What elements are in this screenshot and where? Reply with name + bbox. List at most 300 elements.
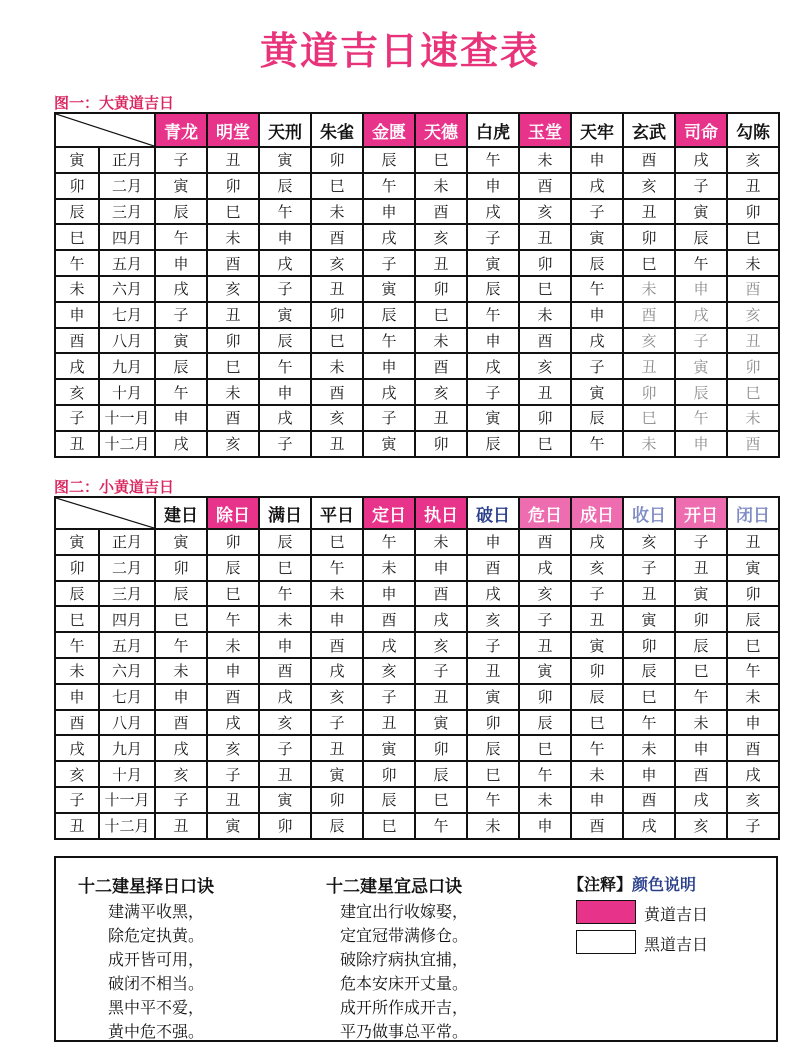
table-cell: 巳 (675, 658, 727, 684)
table-cell: 子 (259, 735, 311, 761)
mnemonic-line: 破除疗病执宜捕， (340, 950, 469, 969)
table-cell: 戌 (207, 710, 259, 736)
table-cell: 酉 (259, 658, 311, 684)
legend-swatch-lucky (576, 900, 636, 924)
table-cell: 子 (363, 405, 415, 431)
table-cell: 丑 (155, 813, 207, 839)
table-cell: 酉 (623, 787, 675, 813)
fig1-table (54, 112, 780, 458)
table-cell: 未 (519, 147, 571, 173)
table-cell: 申 (675, 431, 727, 457)
table-cell: 辰 (675, 224, 727, 250)
table-cell: 酉 (623, 147, 675, 173)
table-cell: 未 (311, 581, 363, 607)
table-cell: 子 (623, 555, 675, 581)
table-cell: 戌 (571, 173, 623, 199)
row-branch: 寅 (55, 147, 99, 173)
table-row (55, 632, 779, 658)
table-cell: 午 (571, 431, 623, 457)
table-cell: 辰 (259, 173, 311, 199)
mnemonic-line: 建宜出行收嫁娶， (340, 902, 469, 921)
table-cell: 子 (155, 787, 207, 813)
table-cell: 子 (675, 173, 727, 199)
table-cell: 丑 (415, 405, 467, 431)
row-month: 正月 (99, 147, 155, 173)
table-cell: 卯 (415, 431, 467, 457)
row-branch: 辰 (55, 199, 99, 225)
table-cell: 卯 (415, 276, 467, 302)
legend-swatch-unlucky (576, 930, 636, 954)
table-cell: 辰 (467, 735, 519, 761)
table-cell: 未 (623, 735, 675, 761)
table-cell: 丑 (727, 328, 779, 354)
fig2-table (54, 496, 780, 840)
table-cell: 戌 (623, 813, 675, 839)
row-month: 五月 (99, 632, 155, 658)
table-cell: 午 (415, 813, 467, 839)
column-header: 司命 (675, 113, 727, 147)
table-cell: 辰 (519, 710, 571, 736)
fig2-label: 图二：小黄道吉日 (54, 478, 175, 496)
row-month: 二月 (99, 173, 155, 199)
table-cell: 子 (363, 250, 415, 276)
row-branch: 申 (55, 302, 99, 328)
row-branch: 申 (55, 684, 99, 710)
table-cell: 巳 (415, 787, 467, 813)
table-cell: 午 (207, 606, 259, 632)
table-cell: 丑 (519, 224, 571, 250)
right-mnemonic-title: 十二建星宜忌口诀 (326, 877, 462, 897)
table-cell: 寅 (259, 787, 311, 813)
table-cell: 卯 (519, 405, 571, 431)
row-branch: 辰 (55, 581, 99, 607)
table-cell: 辰 (571, 250, 623, 276)
table-cell: 酉 (571, 813, 623, 839)
row-branch: 未 (55, 658, 99, 684)
table-cell: 戌 (363, 224, 415, 250)
table-cell: 亥 (311, 684, 363, 710)
table-cell: 卯 (155, 555, 207, 581)
legend-label-unlucky: 黑道吉日 (644, 935, 709, 954)
table-cell: 申 (415, 555, 467, 581)
table-cell: 子 (311, 710, 363, 736)
table-cell: 戌 (155, 431, 207, 457)
table-cell: 酉 (519, 529, 571, 555)
row-month: 六月 (99, 658, 155, 684)
table-cell: 午 (571, 276, 623, 302)
table-cell: 巳 (155, 606, 207, 632)
table-cell: 丑 (467, 658, 519, 684)
table-cell: 未 (363, 555, 415, 581)
table-cell: 亥 (727, 787, 779, 813)
table-row (55, 555, 779, 581)
table-row (55, 529, 779, 555)
table-cell: 寅 (571, 224, 623, 250)
table-cell: 亥 (363, 658, 415, 684)
table-cell: 申 (311, 606, 363, 632)
table-cell: 未 (675, 710, 727, 736)
table-cell: 酉 (727, 431, 779, 457)
table-cell: 亥 (727, 147, 779, 173)
table-cell: 未 (727, 405, 779, 431)
table-cell: 亥 (571, 555, 623, 581)
table-row (55, 813, 779, 839)
table-cell: 卯 (727, 353, 779, 379)
column-header: 金匮 (363, 113, 415, 147)
table-cell: 丑 (519, 379, 571, 405)
legend-label-lucky: 黄道吉日 (644, 905, 709, 924)
row-month: 七月 (99, 302, 155, 328)
table-cell: 寅 (467, 405, 519, 431)
table-cell: 卯 (727, 199, 779, 225)
table-cell: 巳 (259, 555, 311, 581)
table-cell: 亥 (415, 224, 467, 250)
row-branch: 戌 (55, 353, 99, 379)
table-cell: 卯 (727, 581, 779, 607)
table-cell: 戌 (571, 328, 623, 354)
table-row (55, 606, 779, 632)
table-cell: 申 (675, 276, 727, 302)
table-cell: 申 (259, 632, 311, 658)
table-cell: 巳 (571, 710, 623, 736)
left-mnemonic-title: 十二建星择日口诀 (78, 877, 214, 897)
table-cell: 申 (571, 147, 623, 173)
table-cell: 戌 (571, 529, 623, 555)
table-cell: 申 (727, 710, 779, 736)
table-cell: 亥 (207, 276, 259, 302)
table-cell: 午 (363, 328, 415, 354)
row-branch: 丑 (55, 813, 99, 839)
column-header: 危日 (519, 497, 571, 529)
table-cell: 丑 (571, 606, 623, 632)
row-month: 八月 (99, 328, 155, 354)
table-cell: 子 (571, 581, 623, 607)
table-cell: 子 (259, 276, 311, 302)
row-branch: 卯 (55, 555, 99, 581)
table-cell: 辰 (363, 302, 415, 328)
table-cell: 子 (155, 302, 207, 328)
table-cell: 巳 (415, 302, 467, 328)
column-header: 天牢 (571, 113, 623, 147)
table-cell: 戌 (675, 147, 727, 173)
table-cell: 辰 (571, 684, 623, 710)
table-cell: 未 (155, 658, 207, 684)
table-cell: 戌 (155, 735, 207, 761)
table-cell: 未 (623, 431, 675, 457)
legend-colored-title: 颜色说明 (632, 875, 697, 894)
table-cell: 寅 (675, 581, 727, 607)
row-branch: 戌 (55, 735, 99, 761)
table-cell: 丑 (311, 431, 363, 457)
table-row (55, 761, 779, 787)
table-cell: 午 (259, 581, 311, 607)
table-cell: 子 (519, 606, 571, 632)
table-cell: 寅 (363, 276, 415, 302)
table-cell: 戌 (467, 353, 519, 379)
table-cell: 卯 (467, 710, 519, 736)
table-cell: 卯 (519, 250, 571, 276)
column-header: 勾陈 (727, 113, 779, 147)
table-cell: 戌 (259, 405, 311, 431)
column-header: 建日 (155, 497, 207, 529)
fig1-label: 图一：大黄道吉日 (54, 94, 175, 112)
table-cell: 辰 (623, 658, 675, 684)
table-cell: 辰 (363, 147, 415, 173)
table-cell: 亥 (207, 431, 259, 457)
table-cell: 丑 (207, 787, 259, 813)
table-row (55, 405, 779, 431)
table-cell: 子 (675, 529, 727, 555)
table-cell: 申 (623, 761, 675, 787)
table-cell: 丑 (363, 710, 415, 736)
table-cell: 戌 (259, 684, 311, 710)
table-cell: 卯 (623, 379, 675, 405)
table-cell: 亥 (727, 302, 779, 328)
table-cell: 寅 (155, 328, 207, 354)
column-header: 平日 (311, 497, 363, 529)
row-branch: 酉 (55, 710, 99, 736)
row-branch: 未 (55, 276, 99, 302)
table-cell: 申 (467, 328, 519, 354)
table-cell: 巳 (207, 581, 259, 607)
table-cell: 寅 (571, 632, 623, 658)
table-cell: 午 (155, 224, 207, 250)
table-cell: 午 (259, 199, 311, 225)
table-cell: 未 (519, 302, 571, 328)
row-month: 八月 (99, 710, 155, 736)
table-cell: 午 (155, 632, 207, 658)
table-cell: 辰 (727, 606, 779, 632)
table-cell: 戌 (155, 276, 207, 302)
table-cell: 戌 (467, 581, 519, 607)
table-cell: 酉 (363, 606, 415, 632)
table-cell: 酉 (207, 684, 259, 710)
table-cell: 亥 (519, 199, 571, 225)
row-month: 九月 (99, 353, 155, 379)
table-cell: 亥 (311, 405, 363, 431)
table-cell: 子 (415, 658, 467, 684)
table-row (55, 276, 779, 302)
table-cell: 丑 (623, 353, 675, 379)
row-month: 七月 (99, 684, 155, 710)
table-cell: 巳 (727, 379, 779, 405)
table-cell: 丑 (207, 302, 259, 328)
table-cell: 巳 (415, 147, 467, 173)
table-cell: 戌 (415, 606, 467, 632)
row-month: 十一月 (99, 405, 155, 431)
row-month: 三月 (99, 581, 155, 607)
table-cell: 戌 (519, 555, 571, 581)
table-cell: 酉 (311, 632, 363, 658)
table-cell: 寅 (155, 173, 207, 199)
table-row (55, 173, 779, 199)
table-cell: 辰 (467, 276, 519, 302)
table-row (55, 353, 779, 379)
row-month: 十二月 (99, 431, 155, 457)
column-header: 定日 (363, 497, 415, 529)
table-cell: 子 (207, 761, 259, 787)
table-cell: 酉 (207, 405, 259, 431)
column-header: 收日 (623, 497, 675, 529)
column-header: 天德 (415, 113, 467, 147)
table-cell: 丑 (727, 173, 779, 199)
row-month: 二月 (99, 555, 155, 581)
table-cell: 申 (363, 353, 415, 379)
table-cell: 寅 (363, 735, 415, 761)
table-cell: 辰 (363, 787, 415, 813)
table-cell: 卯 (311, 147, 363, 173)
table-cell: 戌 (675, 787, 727, 813)
table-row (55, 710, 779, 736)
table-cell: 巳 (311, 328, 363, 354)
table-cell: 卯 (207, 529, 259, 555)
mnemonic-line: 破闭不相当。 (108, 974, 205, 993)
legend-bracket: 【注释】 (568, 875, 633, 894)
table-cell: 午 (467, 147, 519, 173)
table-cell: 亥 (311, 250, 363, 276)
table-cell: 未 (415, 173, 467, 199)
table-cell: 亥 (623, 529, 675, 555)
mnemonic-line: 除危定执黄。 (108, 926, 205, 945)
table-cell: 丑 (727, 529, 779, 555)
mnemonic-line: 黑中平不爱， (108, 998, 205, 1017)
table-cell: 辰 (155, 581, 207, 607)
table-cell: 戌 (675, 302, 727, 328)
table-cell: 戌 (311, 658, 363, 684)
table-cell: 辰 (259, 529, 311, 555)
table-cell: 未 (311, 199, 363, 225)
table-cell: 巳 (623, 684, 675, 710)
table-cell: 酉 (415, 581, 467, 607)
table-cell: 巳 (363, 813, 415, 839)
header-corner (55, 497, 155, 529)
table-cell: 未 (207, 632, 259, 658)
table-cell: 未 (415, 328, 467, 354)
table-cell: 卯 (259, 813, 311, 839)
table-cell: 辰 (415, 761, 467, 787)
legend-title (568, 872, 696, 895)
table-cell: 亥 (207, 735, 259, 761)
table-cell: 辰 (467, 431, 519, 457)
table-row (55, 199, 779, 225)
column-header: 朱雀 (311, 113, 363, 147)
mnemonic-line: 定宜冠带满修仓。 (340, 926, 469, 945)
table-cell: 子 (571, 199, 623, 225)
table-cell: 辰 (675, 632, 727, 658)
table-cell: 巳 (623, 250, 675, 276)
table-cell: 申 (571, 302, 623, 328)
table-cell: 申 (363, 581, 415, 607)
row-branch: 卯 (55, 173, 99, 199)
row-branch: 子 (55, 787, 99, 813)
table-cell: 丑 (675, 555, 727, 581)
table-cell: 寅 (467, 250, 519, 276)
table-cell: 戌 (259, 250, 311, 276)
table-cell: 未 (207, 379, 259, 405)
column-header: 开日 (675, 497, 727, 529)
table-cell: 酉 (415, 353, 467, 379)
table-cell: 丑 (311, 735, 363, 761)
table-cell: 申 (155, 405, 207, 431)
table-cell: 子 (155, 147, 207, 173)
table-cell: 丑 (311, 276, 363, 302)
table-cell: 丑 (623, 199, 675, 225)
table-row (55, 147, 779, 173)
row-branch: 亥 (55, 761, 99, 787)
table-cell: 未 (571, 761, 623, 787)
row-branch: 丑 (55, 431, 99, 457)
table-cell: 丑 (259, 761, 311, 787)
table-cell: 子 (259, 431, 311, 457)
table-cell: 未 (259, 606, 311, 632)
table-cell: 亥 (519, 581, 571, 607)
table-cell: 午 (467, 302, 519, 328)
table-cell: 戌 (467, 199, 519, 225)
table-cell: 午 (675, 684, 727, 710)
row-month: 正月 (99, 529, 155, 555)
table-cell: 辰 (259, 328, 311, 354)
table-cell: 酉 (727, 735, 779, 761)
row-month: 十月 (99, 379, 155, 405)
table-cell: 亥 (623, 328, 675, 354)
table-cell: 辰 (155, 353, 207, 379)
row-month: 十二月 (99, 813, 155, 839)
column-header: 闭日 (727, 497, 779, 529)
row-branch: 巳 (55, 606, 99, 632)
table-cell: 申 (467, 529, 519, 555)
table-cell: 寅 (519, 658, 571, 684)
column-header: 执日 (415, 497, 467, 529)
header-corner (55, 113, 155, 147)
mnemonic-line: 黄中危不强。 (108, 1022, 205, 1041)
table-cell: 午 (519, 761, 571, 787)
table-cell: 巳 (727, 632, 779, 658)
table-cell: 子 (571, 353, 623, 379)
mnemonic-box (54, 856, 778, 1042)
table-cell: 子 (467, 632, 519, 658)
row-month: 六月 (99, 276, 155, 302)
row-branch: 寅 (55, 529, 99, 555)
table-cell: 午 (727, 658, 779, 684)
table-cell: 午 (675, 250, 727, 276)
table-cell: 寅 (467, 684, 519, 710)
column-header: 玉堂 (519, 113, 571, 147)
table-cell: 寅 (311, 761, 363, 787)
table-cell: 亥 (623, 173, 675, 199)
table-cell: 未 (727, 250, 779, 276)
table-cell: 酉 (311, 224, 363, 250)
table-cell: 寅 (259, 302, 311, 328)
table-cell: 辰 (675, 379, 727, 405)
table-cell: 亥 (675, 813, 727, 839)
mnemonic-line: 建满平收黑， (108, 902, 205, 921)
table-cell: 辰 (155, 199, 207, 225)
table-cell: 丑 (415, 684, 467, 710)
table-cell: 亥 (415, 632, 467, 658)
table-cell: 戌 (363, 379, 415, 405)
table-cell: 寅 (675, 199, 727, 225)
table-cell: 丑 (207, 147, 259, 173)
table-row (55, 250, 779, 276)
table-cell: 卯 (519, 684, 571, 710)
mnemonic-line: 平乃做事总平常。 (340, 1022, 469, 1041)
table-cell: 寅 (623, 606, 675, 632)
column-header: 天刑 (259, 113, 311, 147)
table-row (55, 787, 779, 813)
column-header: 玄武 (623, 113, 675, 147)
row-month: 四月 (99, 224, 155, 250)
column-header: 除日 (207, 497, 259, 529)
